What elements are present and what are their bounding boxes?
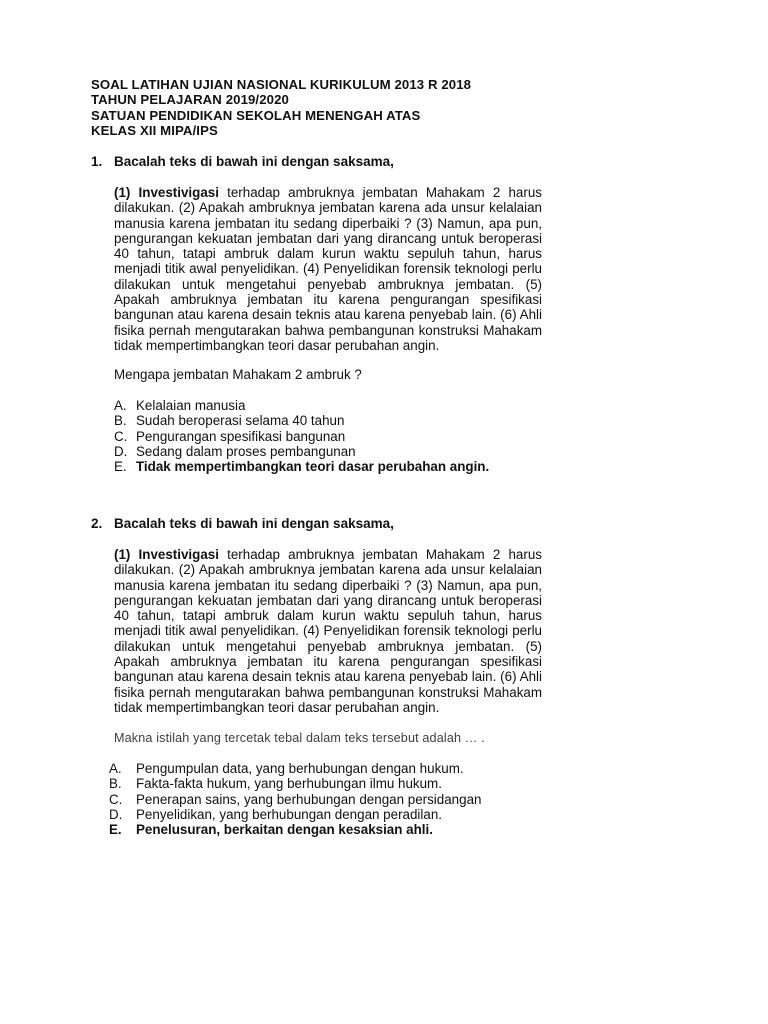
header-line-1: SOAL LATIHAN UJIAN NASIONAL KURIKULUM 2013 R 2018 [91,77,472,92]
option-a[interactable]: A. Pengumpulan data, yang berhubungan dengan hukum. [109,761,464,777]
question-2-title [91,516,551,532]
option-c[interactable]: C. Penerapan sains, yang berhubungan dengan persidangan [109,791,482,807]
header-line-4: KELAS XII MIPA/IPS [91,123,218,139]
option-d[interactable]: D. Sedang dalam proses pembangunan [114,443,356,459]
option-d[interactable]: D. Penyelidikan, yang berhubungan dengan peradilan. [109,806,442,822]
question-1-options [114,398,551,474]
question-2-number: 2. [91,516,103,531]
passage-text: terhadap ambruknya jembatan Mahakam 2 harus dilakukan. (2) Apakah ambruknya jembatan karena ada unsur kelalaian manusia karena jembatan itu sedang diperbaiki ? (3) Namun, apa pun, pengurangan kekuatan jembatan dari yang dirancang untuk beroperasi 40 tahun, tatapi ambruk dalam kurun waktu sepuluh tahun, harus menjadi titik awal penyelidikan. (4) Penyelidikan forensik teknologi perlu dilakukan untuk mengetahui penyebab ambruknya jembatan. (5) Apakah ambruknya jembatan itu karena pengurangan spesifikasi bangunan atau karena desain teknis atau karena penyebab lain. (6) Ahli fisika pernah mengutarakan bahwa pembangunan konstruksi Mahakam tidak mempertimbangkan teori dasar perubahan angin. [114,547,542,715]
passage-text: terhadap ambruknya jembatan Mahakam 2 harus dilakukan. (2) Apakah ambruknya jembatan karena ada unsur kelalaian manusia karena jembatan itu sedang diperbaiki ? (3) Namun, apa pun, pengurangan kekuatan jembatan dari yang dirancang untuk beroperasi 40 tahun, tatapi ambruk dalam kurun waktu sepuluh tahun, harus menjadi titik awal penyelidikan. (4) Penyelidikan forensik teknologi perlu dilakukan untuk mengetahui penyebab ambruknya jembatan. (5) Apakah ambruknya jembatan itu karena pengurangan spesifikasi bangunan atau karena desain teknis atau karena penyebab lain. (6) Ahli fisika pernah mengutarakan bahwa pembangunan konstruksi Mahakam tidak mempertimbangkan teori dasar perubahan angin. [114,185,542,353]
option-b[interactable]: B. Sudah beroperasi selama 40 tahun [114,413,345,429]
header-line-3: SATUAN PENDIDIKAN SEKOLAH MENENGAH ATAS [91,107,421,123]
question-2 [91,516,551,837]
question-1-prompt: Mengapa jembatan Mahakam 2 ambruk ? [114,367,362,383]
question-1-number: 1. [91,154,103,169]
bold-term: (1) Investivigasi [114,185,219,200]
option-b[interactable]: B. Fakta-fakta hukum, yang berhubungan ilmu hukum. [109,776,442,792]
question-2-instruction: Bacalah teks di bawah ini dengan saksama, [114,516,394,531]
option-e[interactable]: E. Tidak mempertimbangkan teori dasar perubahan angin. [114,459,490,475]
question-1-instruction: Bacalah teks di bawah ini dengan saksama, [114,154,394,169]
option-a[interactable]: A. Kelalaian manusia [114,398,246,414]
question-2-passage [114,547,542,715]
option-c[interactable]: C. Pengurangan spesifikasi bangunan [114,428,346,444]
option-e[interactable]: E. Penelusuran, berkaitan dengan kesaksian ahli. [109,822,433,838]
exam-header [91,77,561,139]
bold-term: (1) Investivigasi [114,547,219,562]
question-1-title [91,154,551,170]
question-2-options [109,761,551,837]
header-line-2: TAHUN PELAJARAN 2019/2020 [91,92,289,108]
question-2-prompt: Makna istilah yang tercetak tebal dalam teks tersebut adalah … . [114,731,485,746]
question-1-passage [114,185,542,353]
question-1 [91,154,551,474]
